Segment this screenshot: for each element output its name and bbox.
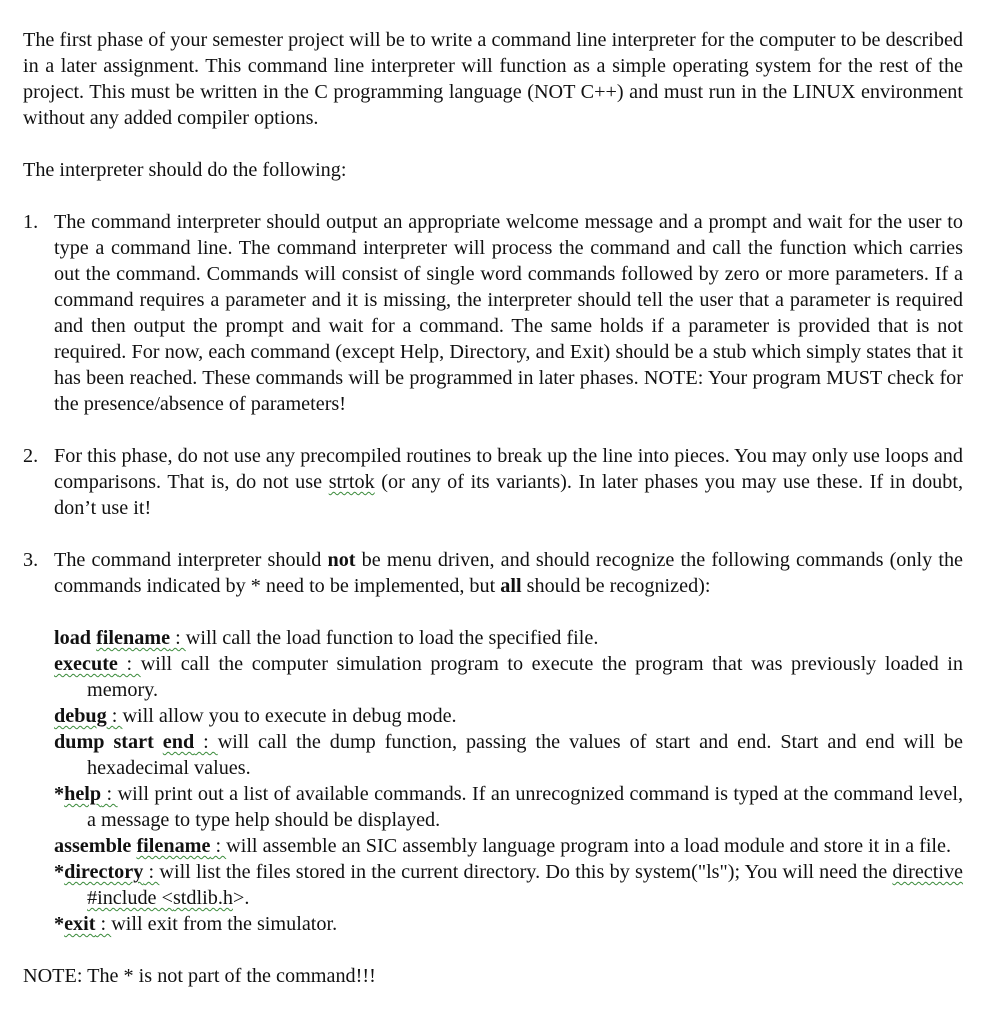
list-number: 1. [23, 211, 39, 233]
command-directory: *directory : will list the files stored in the current directory. Do this by system("ls"); You will need the directive #include <stdlib.h>. [54, 861, 964, 909]
lead-sentence: The interpreter should do the following: [23, 159, 347, 181]
list-item-3 [23, 547, 963, 937]
list-number: 3. [23, 549, 39, 571]
document-page [23, 27, 963, 989]
list-item-text: For this phase, do not use any precompiled routines to break up the line into pieces. You may only use loops and comparisons. That is, do not use strtok (or any of its variants). In later phases you may use these. If in doubt, don’t use it! [54, 445, 964, 519]
command-load: load filename : will call the load function to load the specified file. [54, 627, 599, 649]
command-help: *help : will print out a list of available commands. If an unrecognized command is typed at the command level, a message to type help should be displayed. [54, 783, 963, 831]
intro-paragraph: The first phase of your semester project will be to write a command line interpreter for the computer to be described in a later assignment. This command line interpreter will function as a simple operating system for the rest of the project. This must be written in the C programming language (NOT C++) and must run in the LINUX environment without any added compiler options. [23, 29, 963, 129]
list-item-2 [23, 443, 963, 521]
list-item-text: The command interpreter should output an appropriate welcome message and a prompt and wait for the user to type a command line. The command interpreter will process the command and call the function which carries out the command. Commands will consist of single word commands followed by zero or more parameters. If a command requires a parameter and it is missing, the interpreter should tell the user that a parameter is required and then output the prompt and wait for a command. The same holds if a parameter is provided that is not required. For now, each command (except Help, Directory, and Exit) should be a stub which simply states that it has been reached. These commands will be programmed in later phases. NOTE: Your program MUST check for the presence/absence of parameters! [54, 211, 963, 415]
command-debug: debug : will allow you to execute in debug mode. [54, 705, 457, 727]
list-item-1 [23, 209, 963, 417]
command-list [54, 625, 963, 937]
command-execute: execute : will call the computer simulation program to execute the program that was previously loaded in memory. [54, 653, 963, 701]
strtok-word: strtok [328, 471, 375, 493]
all-emphasis: all [500, 575, 522, 597]
closing-note: NOTE: The * is not part of the command!!! [23, 965, 376, 987]
not-emphasis: not [327, 549, 356, 571]
command-assemble: assemble filename : will assemble an SIC assembly language program into a load module and store it in a file. [54, 835, 952, 857]
command-dump: dump start end : will call the dump function, passing the values of start and end. Start and end will be hexadecimal values. [54, 731, 964, 779]
list-number: 2. [23, 445, 39, 467]
command-exit: *exit : will exit from the simulator. [54, 913, 338, 935]
list-item-text: The command interpreter should not be menu driven, and should recognize the following commands (only the commands indicated by * need to be implemented, but all should be recognized): [54, 549, 963, 597]
